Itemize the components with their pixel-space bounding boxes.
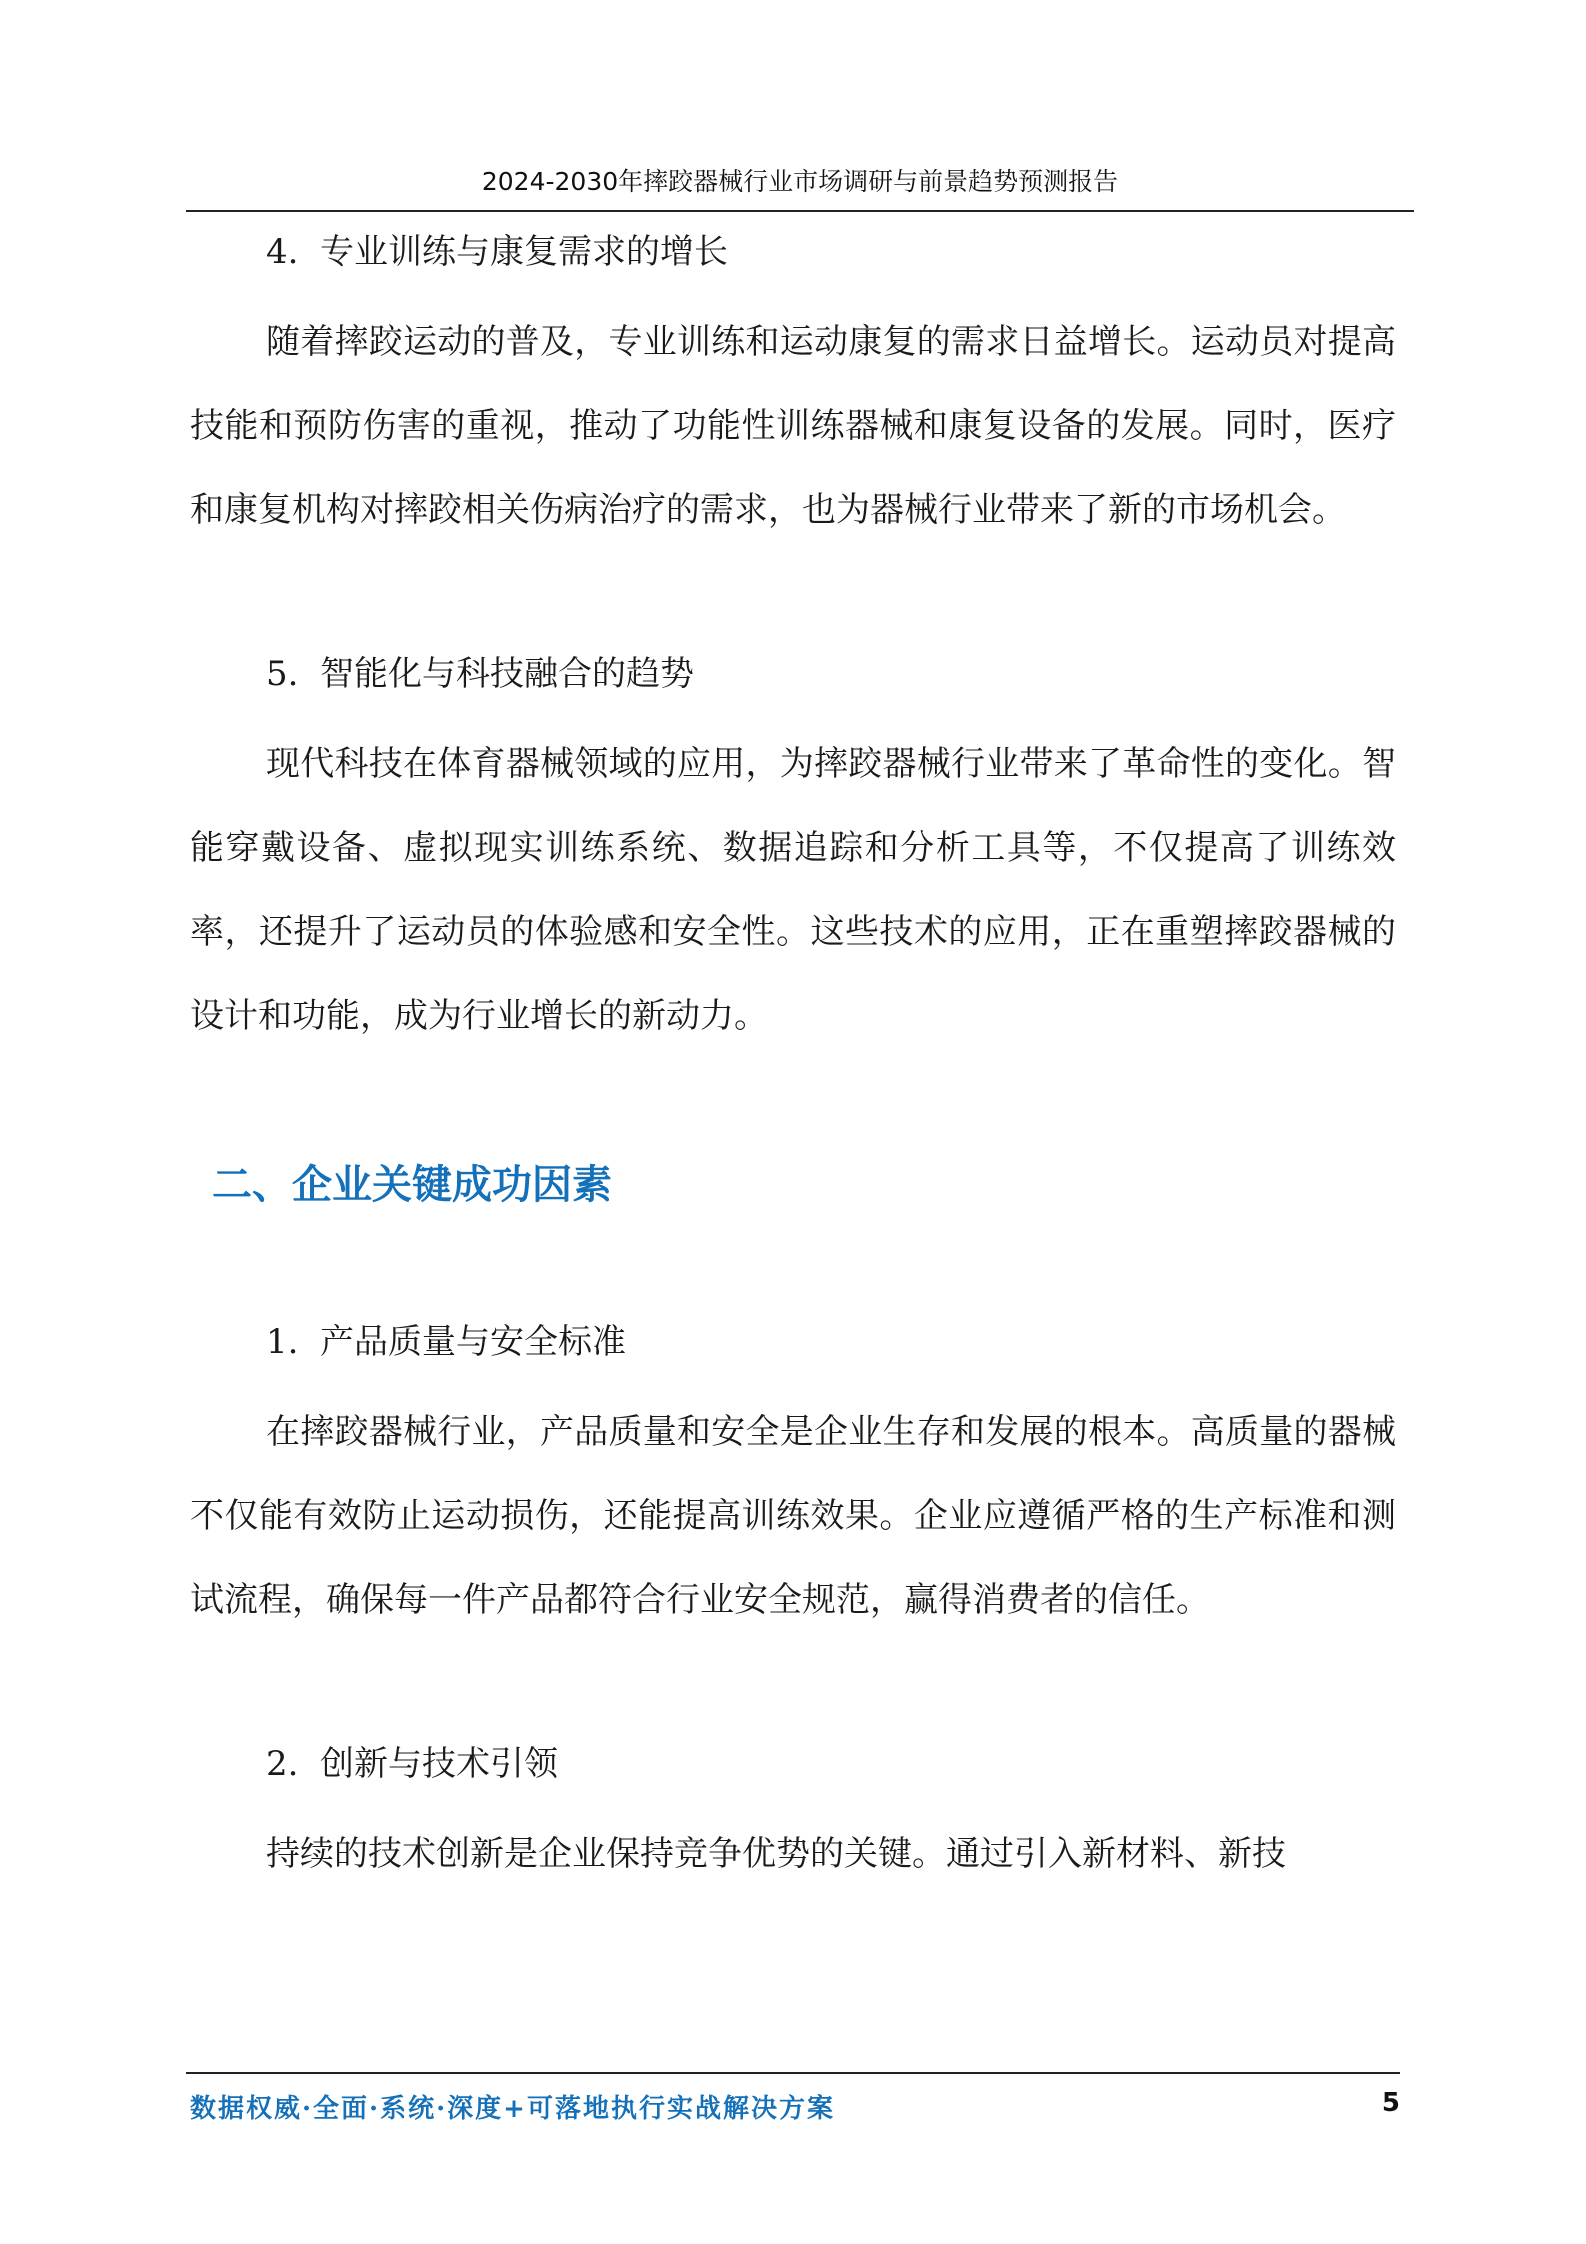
subsection-number: 4. xyxy=(266,232,299,272)
subsection-title-text: 产品质量与安全标准 xyxy=(320,1322,626,1362)
subsection-number: 1. xyxy=(266,1322,299,1362)
paragraph: 持续的技术创新是企业保持竞争优势的关键。通过引入新材料、新技 xyxy=(266,1834,1286,1874)
page-header xyxy=(186,160,1414,212)
footer-slogan: 数据权威·全面·系统·深度+可落地执行实战解决方案 xyxy=(190,2094,835,2124)
subsection-number: 2. xyxy=(266,1744,299,1784)
paragraph: 随着摔跤运动的普及，专业训练和运动康复的需求日益增长。运动员对提高技能和预防伤害的重视，推动了功能性训练器械和康复设备的发展。同时，医疗和康复机构对摔跤相关伤病治疗的需求，也为器械行业带来了新的市场机会。 xyxy=(190,322,1396,530)
paragraph: 现代科技在体育器械领域的应用，为摔跤器械行业带来了革命性的变化。智能穿戴设备、虚拟现实训练系统、数据追踪和分析工具等，不仅提高了训练效率，还提升了运动员的体验感和安全性。这些技术的应用，正在重塑摔跤器械的设计和功能，成为行业增长的新动力。 xyxy=(190,744,1396,1036)
subsection-number: 5. xyxy=(266,654,299,694)
subsection-title-text: 专业训练与康复需求的增长 xyxy=(320,232,728,272)
subsection-title-5 xyxy=(190,644,1396,704)
subsection-title-2 xyxy=(190,1734,1396,1794)
subsection-title-1 xyxy=(190,1312,1396,1372)
subsection-title-text: 智能化与科技融合的趋势 xyxy=(320,654,694,694)
paragraph: 在摔跤器械行业，产品质量和安全是企业生存和发展的根本。高质量的器械不仅能有效防止运动损伤，还能提高训练效果。企业应遵循严格的生产标准和测试流程，确保每一件产品都符合行业安全规范，赢得消费者的信任。 xyxy=(190,1412,1396,1620)
report-title: 2024-2030年摔跤器械行业市场调研与前景趋势预测报告 xyxy=(481,167,1119,196)
section-heading: 二、企业关键成功因素 xyxy=(212,1162,612,1208)
page-footer xyxy=(186,2072,1400,2134)
subsection-title-text: 创新与技术引领 xyxy=(320,1744,558,1784)
page-content xyxy=(190,222,1396,1896)
page-number: 5 xyxy=(1381,2088,1400,2118)
subsection-title-4 xyxy=(190,222,1396,282)
